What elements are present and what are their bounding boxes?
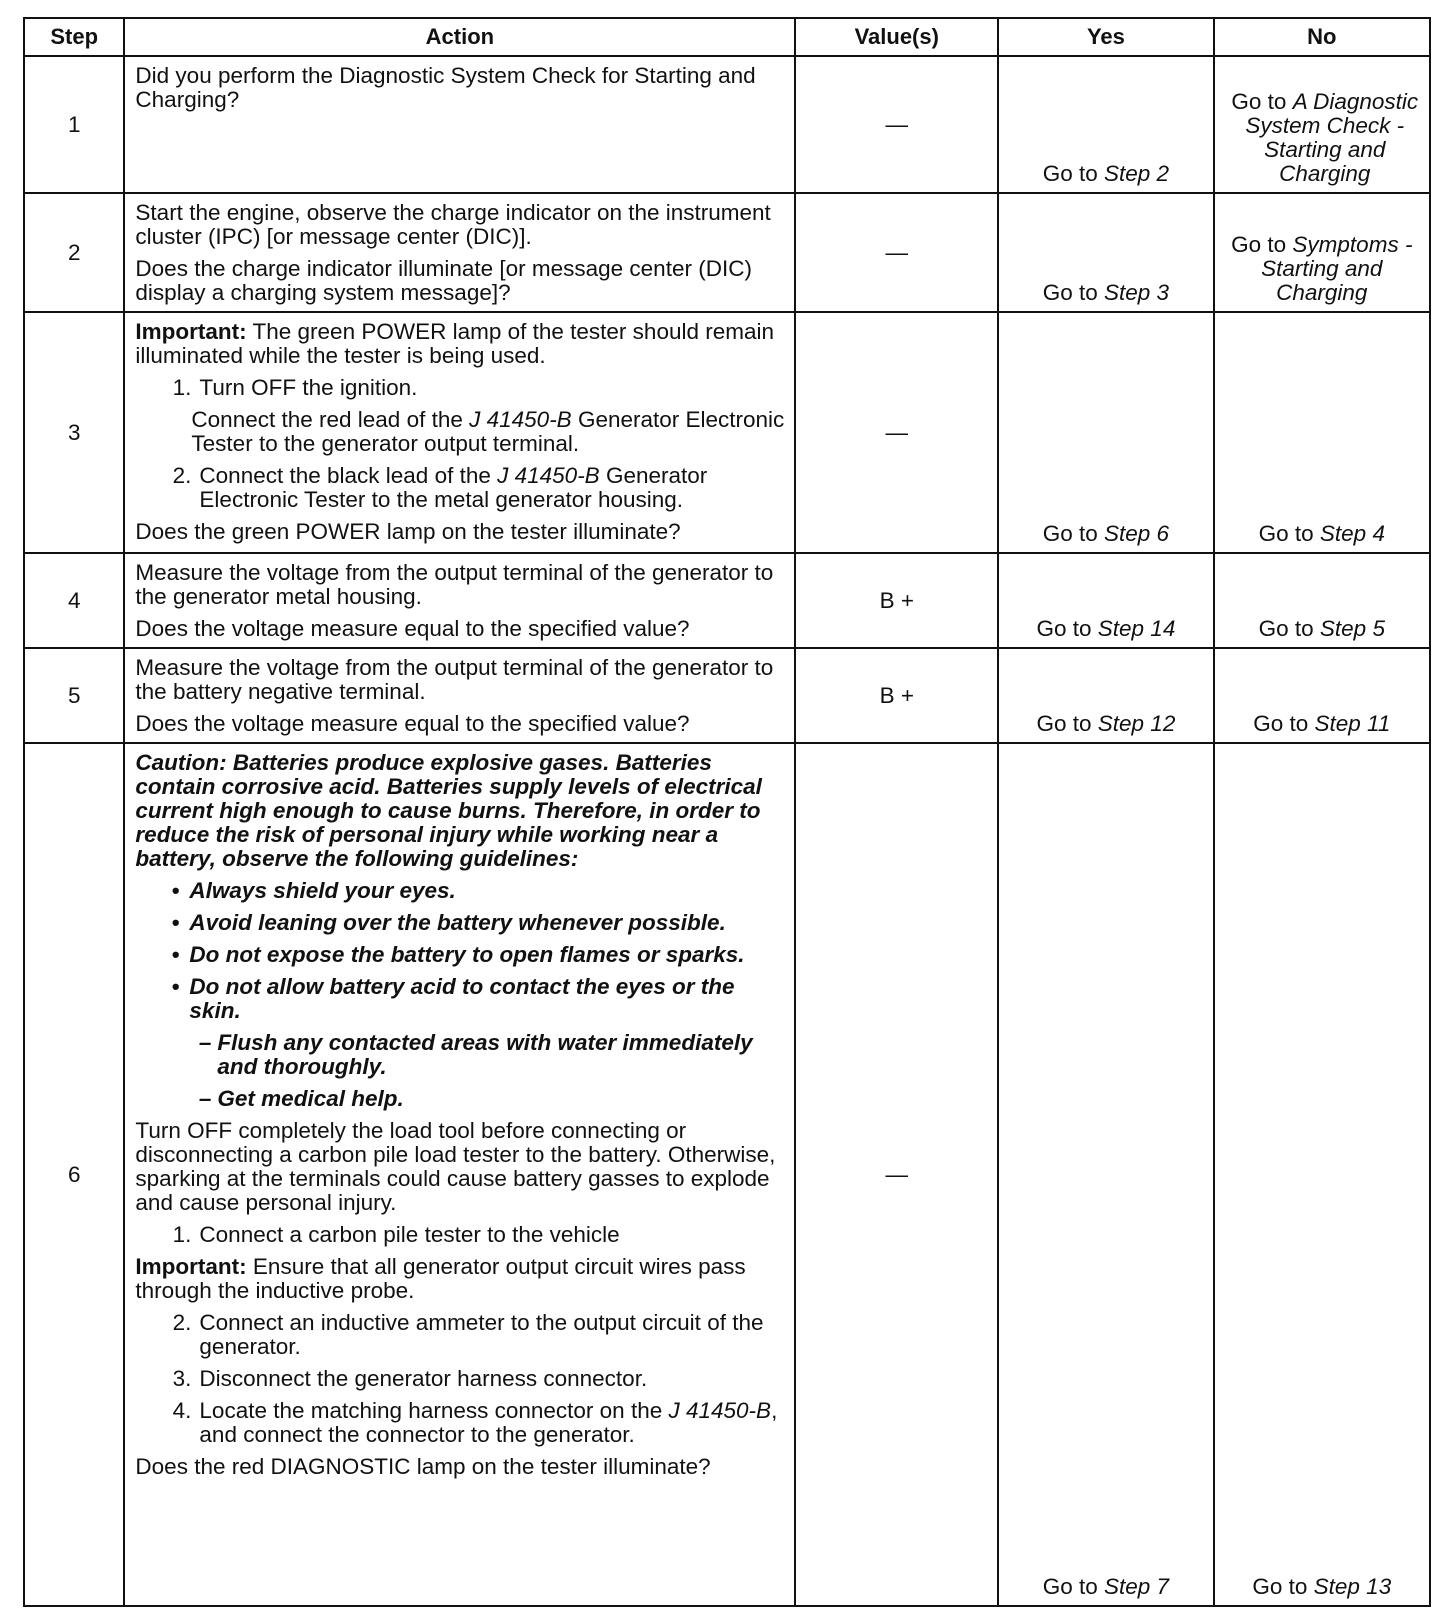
value-cell: — (795, 56, 998, 193)
action-cell (124, 648, 795, 743)
bullet-item: • Always shield your eyes. (171, 878, 456, 903)
step-number: 1 (24, 56, 124, 193)
step-number: 2 (24, 193, 124, 312)
table-row (24, 743, 1430, 1606)
yes-link[interactable]: Step 12 (1097, 711, 1176, 736)
value-cell: — (795, 312, 998, 553)
bullet-item: • Avoid leaning over the battery whenever possible. (171, 910, 726, 935)
no-link[interactable]: Step 11 (1314, 711, 1391, 736)
no-cell: Go to Step 5 (1214, 553, 1430, 648)
header-row (24, 18, 1430, 56)
no-link[interactable]: Symptoms - Starting and Charging (1261, 232, 1413, 305)
value-cell: — (795, 193, 998, 312)
action-question: Does the voltage measure equal to the specified value? (135, 711, 690, 736)
list-item: 3. Disconnect the generator harness connector. (172, 1366, 648, 1391)
list-item-detail: Connect the red lead of the J 41450-B Generator Electronic Tester to the generator output terminal. (191, 407, 785, 456)
action-cell (124, 193, 795, 312)
dash-item: – Flush any contacted areas with water immediately and thoroughly. (198, 1030, 753, 1079)
no-cell: Go to A Diagnostic System Check - Starting and Charging (1214, 56, 1430, 193)
step-number: 6 (24, 743, 124, 1606)
list-item: 1. Connect a carbon pile tester to the vehicle (172, 1222, 620, 1247)
no-cell: Go to Step 11 (1214, 648, 1430, 743)
list-item: 2. Connect the black lead of the J 41450-B Generator Electronic Tester to the metal generator housing. (172, 463, 708, 512)
yes-cell: Go to Step 2 (998, 56, 1213, 193)
yes-link[interactable]: Step 7 (1104, 1574, 1170, 1599)
yes-link[interactable]: Step 6 (1104, 521, 1170, 546)
yes-cell: Go to Step 3 (998, 193, 1213, 312)
action-question: Does the green POWER lamp on the tester illuminate? (135, 519, 681, 544)
header-action: Action (124, 18, 795, 56)
diagnostic-table-sheet (23, 17, 1431, 1607)
list-item: 4. Locate the matching harness connector on the J 41450-B, and connect the connector to the generator. (172, 1398, 778, 1447)
table-row (24, 312, 1430, 553)
table-row (24, 193, 1430, 312)
action-text: Measure the voltage from the output terminal of the generator to the battery negative terminal. (135, 655, 774, 704)
list-item: 2. Connect an inductive ammeter to the output circuit of the generator. (172, 1310, 764, 1359)
action-text: Did you perform the Diagnostic System Check for Starting and Charging? (135, 63, 756, 112)
dash-item: – Get medical help. (198, 1086, 404, 1111)
action-text: Measure the voltage from the output terminal of the generator to the generator metal housing. (135, 560, 774, 609)
step-number: 4 (24, 553, 124, 648)
value-cell: B + (795, 648, 998, 743)
yes-link[interactable]: Step 3 (1104, 280, 1170, 305)
table-row (24, 553, 1430, 648)
diagnostic-table (23, 17, 1431, 1607)
step-number: 5 (24, 648, 124, 743)
yes-link[interactable]: Step 2 (1104, 161, 1170, 186)
action-question: Does the voltage measure equal to the specified value? (135, 616, 690, 641)
yes-link[interactable]: Step 14 (1097, 616, 1176, 641)
action-text: Start the engine, observe the charge indicator on the instrument cluster (IPC) [or message center (DIC)]. (135, 200, 771, 249)
list-item: 1. Turn OFF the ignition. (172, 375, 418, 400)
table-row (24, 56, 1430, 193)
no-link[interactable]: A Diagnostic System Check - Starting and Charging (1245, 89, 1419, 186)
action-cell (124, 56, 795, 193)
no-link[interactable]: Step 5 (1319, 616, 1385, 641)
important-note: Important: Ensure that all generator output circuit wires pass through the inductive probe. (135, 1254, 746, 1303)
header-values: Value(s) (795, 18, 998, 56)
action-cell (124, 312, 795, 553)
value-cell: B + (795, 553, 998, 648)
caution-text: Caution: Batteries produce explosive gases. Batteries contain corrosive acid. Batteries supply levels of electrical current high enough to cause burns. Therefore, in order to reduce the risk of personal injury while working near a battery, observe the following guidelines: (135, 750, 762, 871)
step-number: 3 (24, 312, 124, 553)
table-row (24, 648, 1430, 743)
value-cell: — (795, 743, 998, 1606)
no-cell: Go to Symptoms - Starting and Charging (1214, 193, 1430, 312)
action-question: Does the red DIAGNOSTIC lamp on the tester illuminate? (135, 1454, 711, 1479)
yes-cell: Go to Step 6 (998, 312, 1213, 553)
action-cell (124, 743, 795, 1606)
yes-cell: Go to Step 12 (998, 648, 1213, 743)
no-link[interactable]: Step 13 (1313, 1574, 1392, 1599)
header-no: No (1214, 18, 1430, 56)
bullet-item: • Do not allow battery acid to contact the eyes or the skin. (171, 974, 735, 1023)
yes-cell: Go to Step 14 (998, 553, 1213, 648)
no-cell: Go to Step 4 (1214, 312, 1430, 553)
bullet-item: • Do not expose the battery to open flames or sparks. (171, 942, 745, 967)
yes-cell: Go to Step 7 (998, 743, 1213, 1606)
turn-off-text: Turn OFF completely the load tool before connecting or disconnecting a carbon pile load tester to the battery. Otherwise, sparking at the terminals could cause battery gasses to explode and cause personal injury. (135, 1118, 776, 1215)
action-cell (124, 553, 795, 648)
no-cell: Go to Step 13 (1214, 743, 1430, 1606)
header-yes: Yes (998, 18, 1213, 56)
no-link[interactable]: Step 4 (1319, 521, 1385, 546)
action-question: Does the charge indicator illuminate [or message center (DIC) display a charging system message]? (135, 256, 752, 305)
important-note: Important: The green POWER lamp of the tester should remain illuminated while the tester is being used. (135, 319, 775, 368)
header-step: Step (24, 18, 124, 56)
